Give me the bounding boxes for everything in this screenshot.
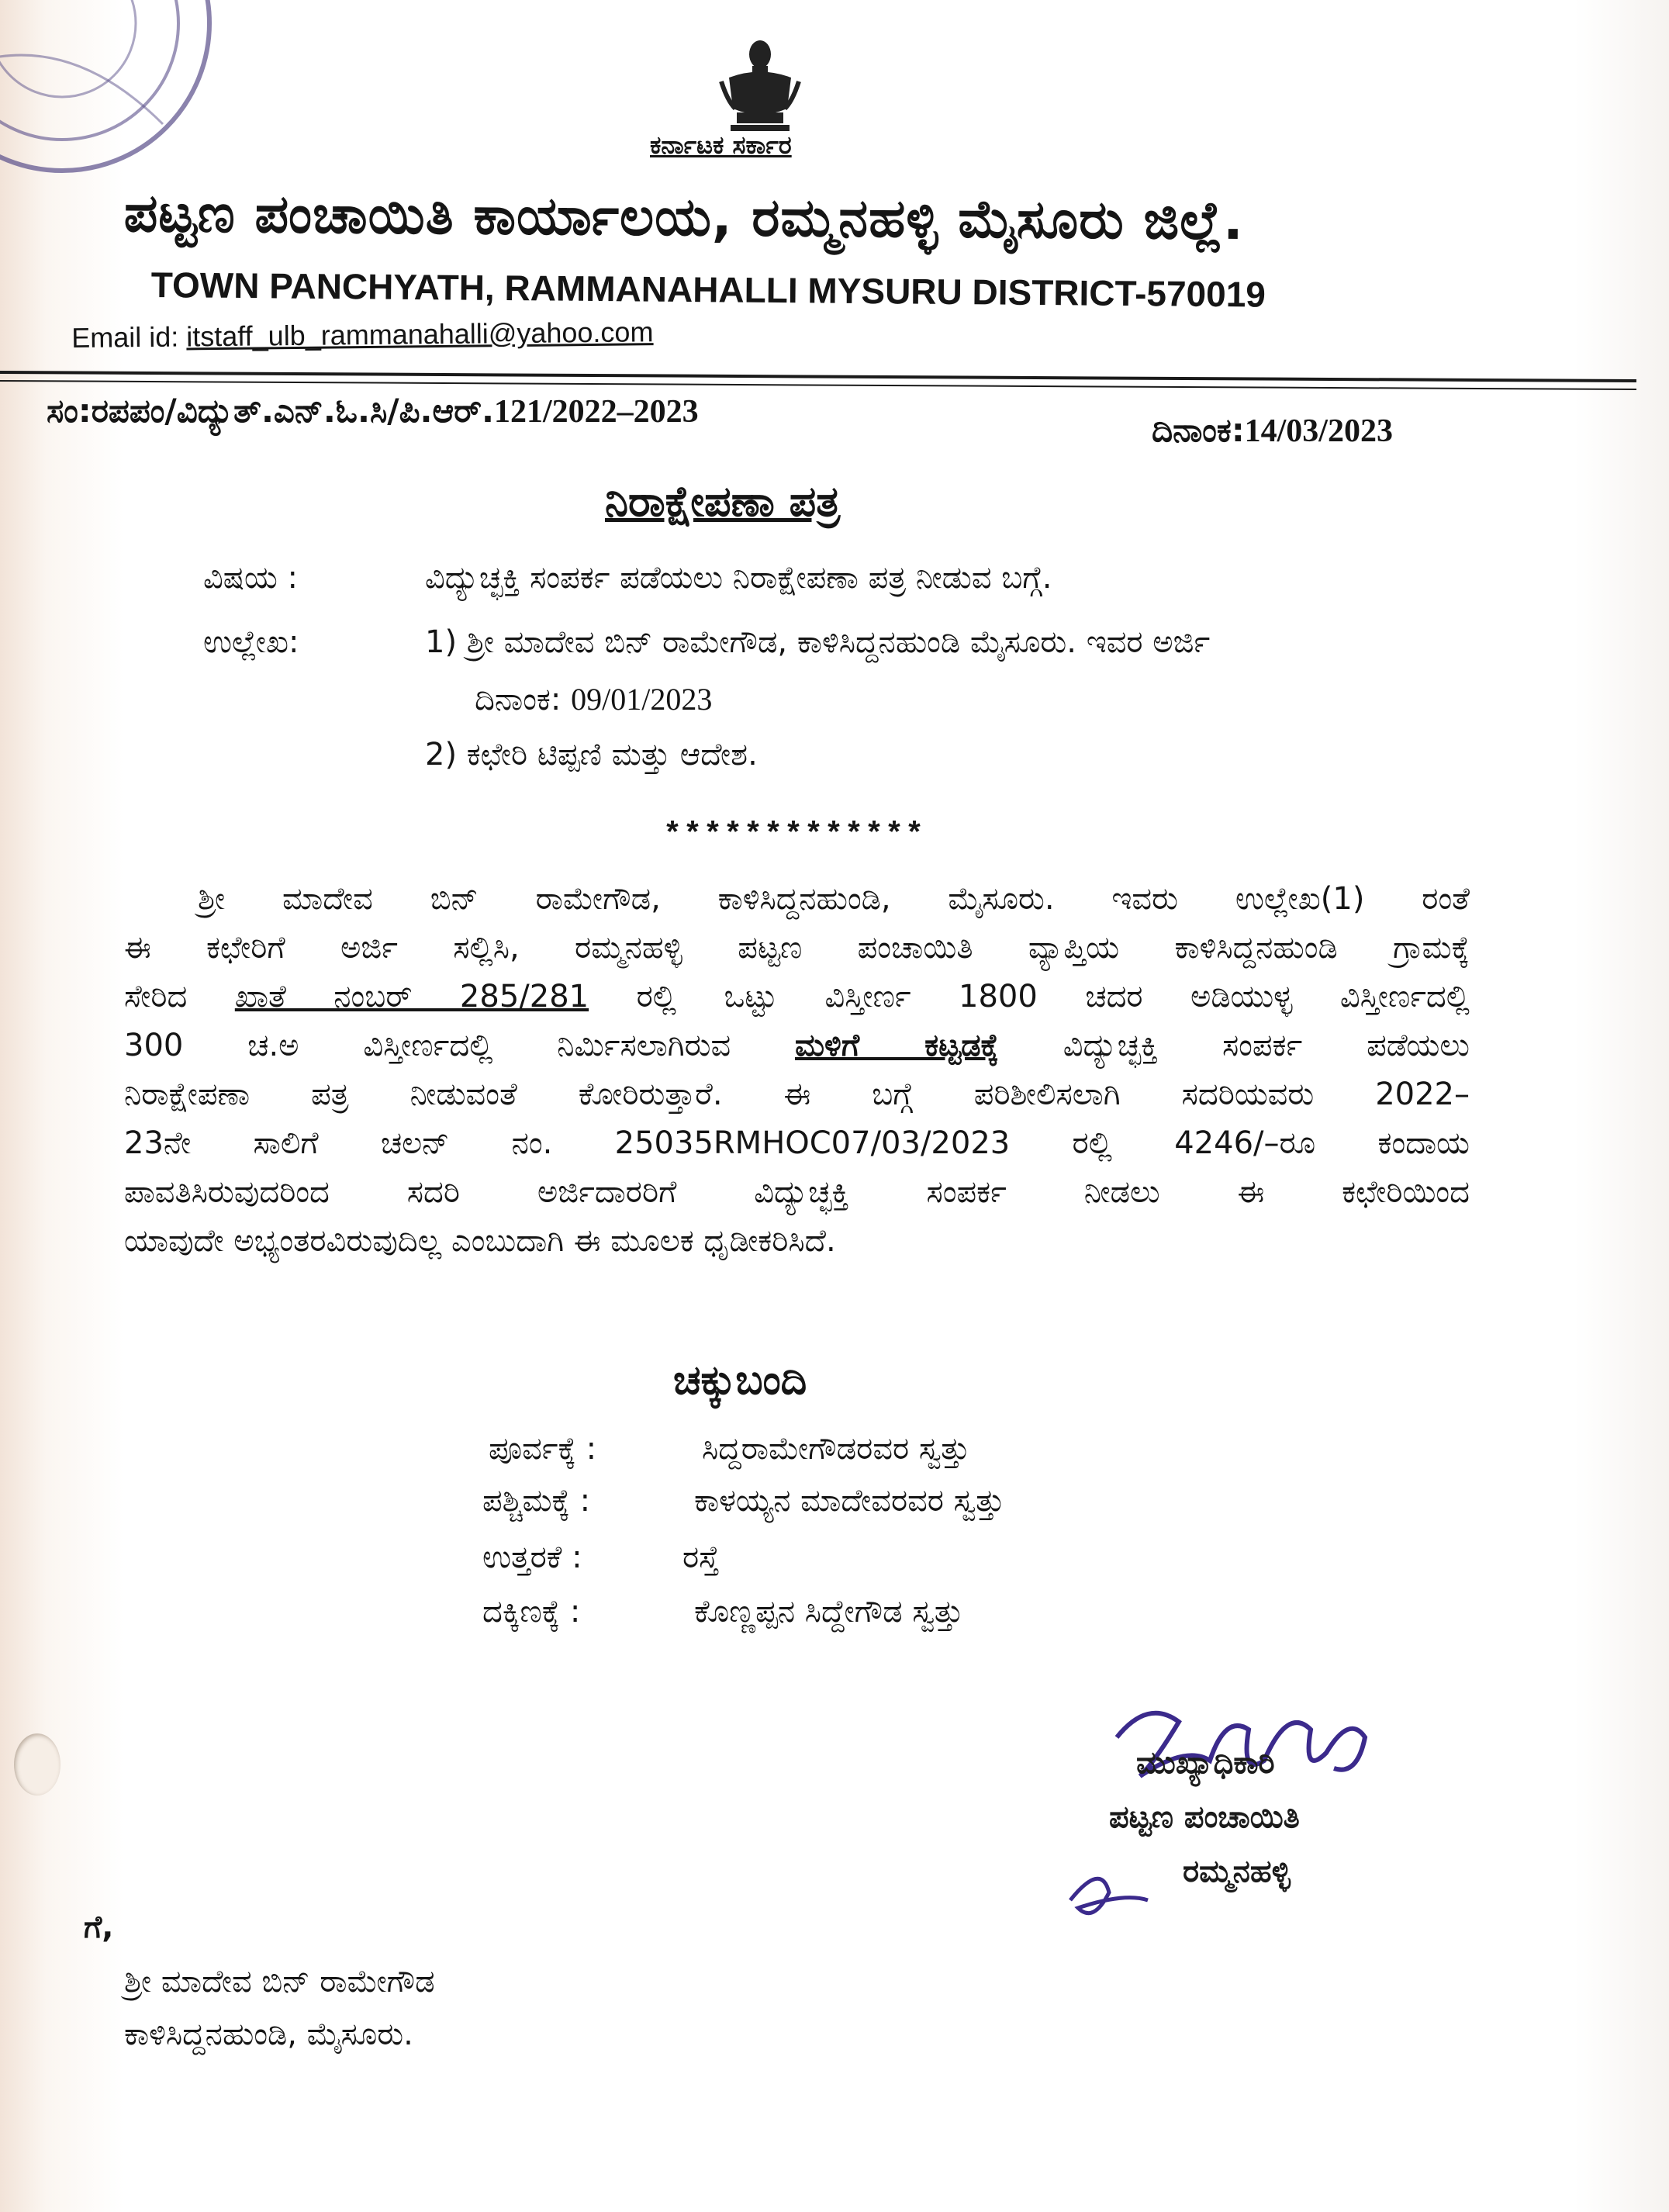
date-label: ದಿನಾಂಕ: [1152, 411, 1245, 449]
office-title-english: TOWN PANCHYATH, RAMMANAHALLI MYSURU DISTRICT-570019 [150, 264, 1266, 315]
header-rule-bottom [0, 380, 1636, 390]
body-line-1: ಶ್ರೀ ಮಾದೇವ ಬಿನ್ ರಾಮೇಗೌಡ, ಕಾಳಿಸಿದ್ದನಹುಂಡಿ, ಮೈಸೂರು. ಇವರು ಉಲ್ಲೇಖ(1) ರಂತೆ [198, 881, 1470, 917]
government-label: ಕರ್ನಾಟಕ ಸರ್ಕಾರ [650, 130, 792, 160]
issue-date [1152, 411, 1393, 450]
office-seal-stamp [0, 0, 217, 178]
addressee-to: ಗೆ, [84, 1910, 114, 1945]
boundary-west-value: ಕಾಳಯ್ಯನ ಮಾದೇವರವರ ಸ್ವತ್ತು [694, 1483, 1005, 1519]
reference-value: 121/2022–2023 [494, 394, 699, 430]
body-line-2: ಈ ಕಛೇರಿಗೆ ಅರ್ಜಿ ಸಲ್ಲಿಸಿ, ರಮ್ಮನಹಳ್ಳಿ ಪಟ್ಟಣ ಪಂಚಾಯಿತಿ ವ್ಯಾಪ್ತಿಯ ಕಾಳಿಸಿದ್ದನಹುಂಡಿ ಗ್ರಾಮಕ್ಕೆ [124, 930, 1470, 966]
body-line-6: 23ನೇ ಸಾಲಿಗೆ ಚಲನ್ ನಂ. 25035RMHOC07/03/2023 ರಲ್ಲಿ 4246/–ರೂ ಕಂದಾಯ [124, 1125, 1470, 1161]
body-line-7: ಪಾವತಿಸಿರುವುದರಿಂದ ಸದರಿ ಅರ್ಜಿದಾರರಿಗೆ ವಿದ್ಯುಚ್ಛಕ್ತಿ ಸಂಪರ್ಕ ನೀಡಲು ಈ ಕಛೇರಿಯಿಂದ [124, 1174, 1470, 1210]
body-line-3-c: ರಲ್ಲಿ ಒಟ್ಟು ವಿಸ್ತೀರ್ಣ 1800 ಚದರ ಅಡಿಯುಳ್ಳ ವಿಸ್ತೀರ್ಣದಲ್ಲಿ [589, 979, 1470, 1014]
boundary-east-label: ಪೂರ್ವಕ್ಕೆ : [489, 1431, 597, 1467]
karnataka-emblem-icon [714, 35, 807, 136]
email-label: Email id: [71, 320, 179, 354]
subject-text: ವಿದ್ಯುಚ್ಛಕ್ತಿ ಸಂಪರ್ಕ ಪಡೆಯಲು ನಿರಾಕ್ಷೇಪಣಾ ಪತ್ರ ನೀಡುವ ಬಗ್ಗೆ. [425, 560, 1052, 596]
punch-hole [14, 1733, 60, 1796]
references-label: ಉಲ್ಲೇಖ: [203, 624, 299, 660]
signatory-designation: ಮುಖ್ಯಾಧಿಕಾರಿ [1136, 1745, 1275, 1781]
boundary-east-value: ಸಿದ್ದರಾಮೇಗೌಡರವರ ಸ್ವತ್ತು [702, 1431, 970, 1467]
reference-item-1-date-value: 09/01/2023 [571, 682, 713, 717]
reference-item-1-date-label: ದಿನಾಂಕ: [475, 682, 572, 717]
body-paragraph [124, 875, 1470, 1266]
subject-label: ವಿಷಯ : [203, 560, 299, 596]
office-title-kannada: ಪಟ್ಟಣ ಪಂಚಾಯಿತಿ ಕಾರ್ಯಾಲಯ, ರಮ್ಮನಹಳ್ಳಿ ಮೈಸೂರು ಜಿಲ್ಲೆ. [123, 183, 1245, 253]
reference-item-1-date [475, 681, 712, 717]
email-line [71, 316, 654, 354]
body-line-4-a: 300 ಚ.ಅ ವಿಸ್ತೀರ್ಣದಲ್ಲಿ ನಿರ್ಮಿಸಲಾಗಿರುವ [124, 1028, 795, 1063]
reference-item-2: 2) ಕಛೇರಿ ಟಿಪ್ಪಣಿ ಮತ್ತು ಆದೇಶ. [425, 737, 758, 772]
body-line-8: ಯಾವುದೇ ಅಭ್ಯಂತರವಿರುವುದಿಲ್ಲ ಎಂಬುದಾಗಿ ಈ ಮೂಲಕ ಧೃಡೀಕರಿಸಿದೆ. [124, 1223, 836, 1259]
boundaries-title: ಚಕ್ಕುಬಂದಿ [673, 1357, 807, 1404]
boundary-north-label: ಉತ್ತರಕೆ : [482, 1540, 582, 1575]
boundary-south-label: ದಕ್ಕಿಣಕ್ಕೆ : [482, 1594, 581, 1630]
body-line-3 [124, 973, 1470, 1021]
date-value: 14/03/2023 [1244, 413, 1393, 449]
body-line-4-c: ವಿದ್ಯುಚ್ಛಕ್ತಿ ಸಂಪರ್ಕ ಪಡೆಯಲು [998, 1028, 1470, 1063]
signatory-office: ಪಟ್ಟಣ ಪಂಚಾಯಿತಿ [1109, 1799, 1300, 1835]
reference-item-1: 1) ಶ್ರೀ ಮಾದೇವ ಬಿನ್ ರಾಮೇಗೌಡ, ಕಾಳಿಸಿದ್ದನಹುಂಡಿ ಮೈಸೂರು. ಇವರ ಅರ್ಜಿ [425, 624, 1211, 660]
reference-label: ಸಂ:ರಪಪಂ/ವಿದ್ಯುತ್.ಎನ್.ಓ.ಸಿ/ಪಿ.ಆರ್. [47, 392, 494, 430]
boundary-west-label: ಪಶ್ಚಿಮಕ್ಕೆ : [482, 1483, 591, 1519]
body-line-5: ನಿರಾಕ್ಷೇಪಣಾ ಪತ್ರ ನೀಡುವಂತೆ ಕೋರಿರುತ್ತಾರೆ. ಈ ಬಗ್ಗೆ ಪರಿಶೀಲಿಸಲಾಗಿ ಸದರಿಯವರು 2022– [124, 1077, 1470, 1112]
addressee-place: ಕಾಳಿಸಿದ್ದನಹುಂಡಿ, ಮೈಸೂರು. [124, 2017, 413, 2052]
body-line-3-a: ಸೇರಿದ [124, 979, 235, 1014]
building-type: ಮಳಿಗೆ ಕಟ್ಟಡಕ್ಕೆ [794, 1028, 999, 1063]
addressee-name: ಶ್ರೀ ಮಾದೇವ ಬಿನ್ ರಾಮೇಗೌಡ [124, 1964, 435, 1999]
document-heading: ನಿರಾಕ್ಷೇಪಣಾ ಪತ್ರ [605, 477, 841, 526]
signatory-place: ರಮ್ಮನಹಳ್ಳಿ [1183, 1854, 1291, 1889]
khata-number: ಖಾತೆ ನಂಬರ್ 285/281 [234, 979, 589, 1014]
boundary-north-value: ರಸ್ತೆ [682, 1540, 720, 1575]
separator-stars: ************* [663, 818, 926, 853]
reference-number [47, 392, 699, 430]
body-line-4 [124, 1021, 1470, 1070]
boundary-south-value: ಕೊಣ್ಣಪ್ಪನ ಸಿದ್ದೇಗೌಡ ಸ್ವತ್ತು [694, 1594, 964, 1630]
email-address: itstaff_ulb_rammanahalli@yahoo.com [186, 316, 654, 353]
